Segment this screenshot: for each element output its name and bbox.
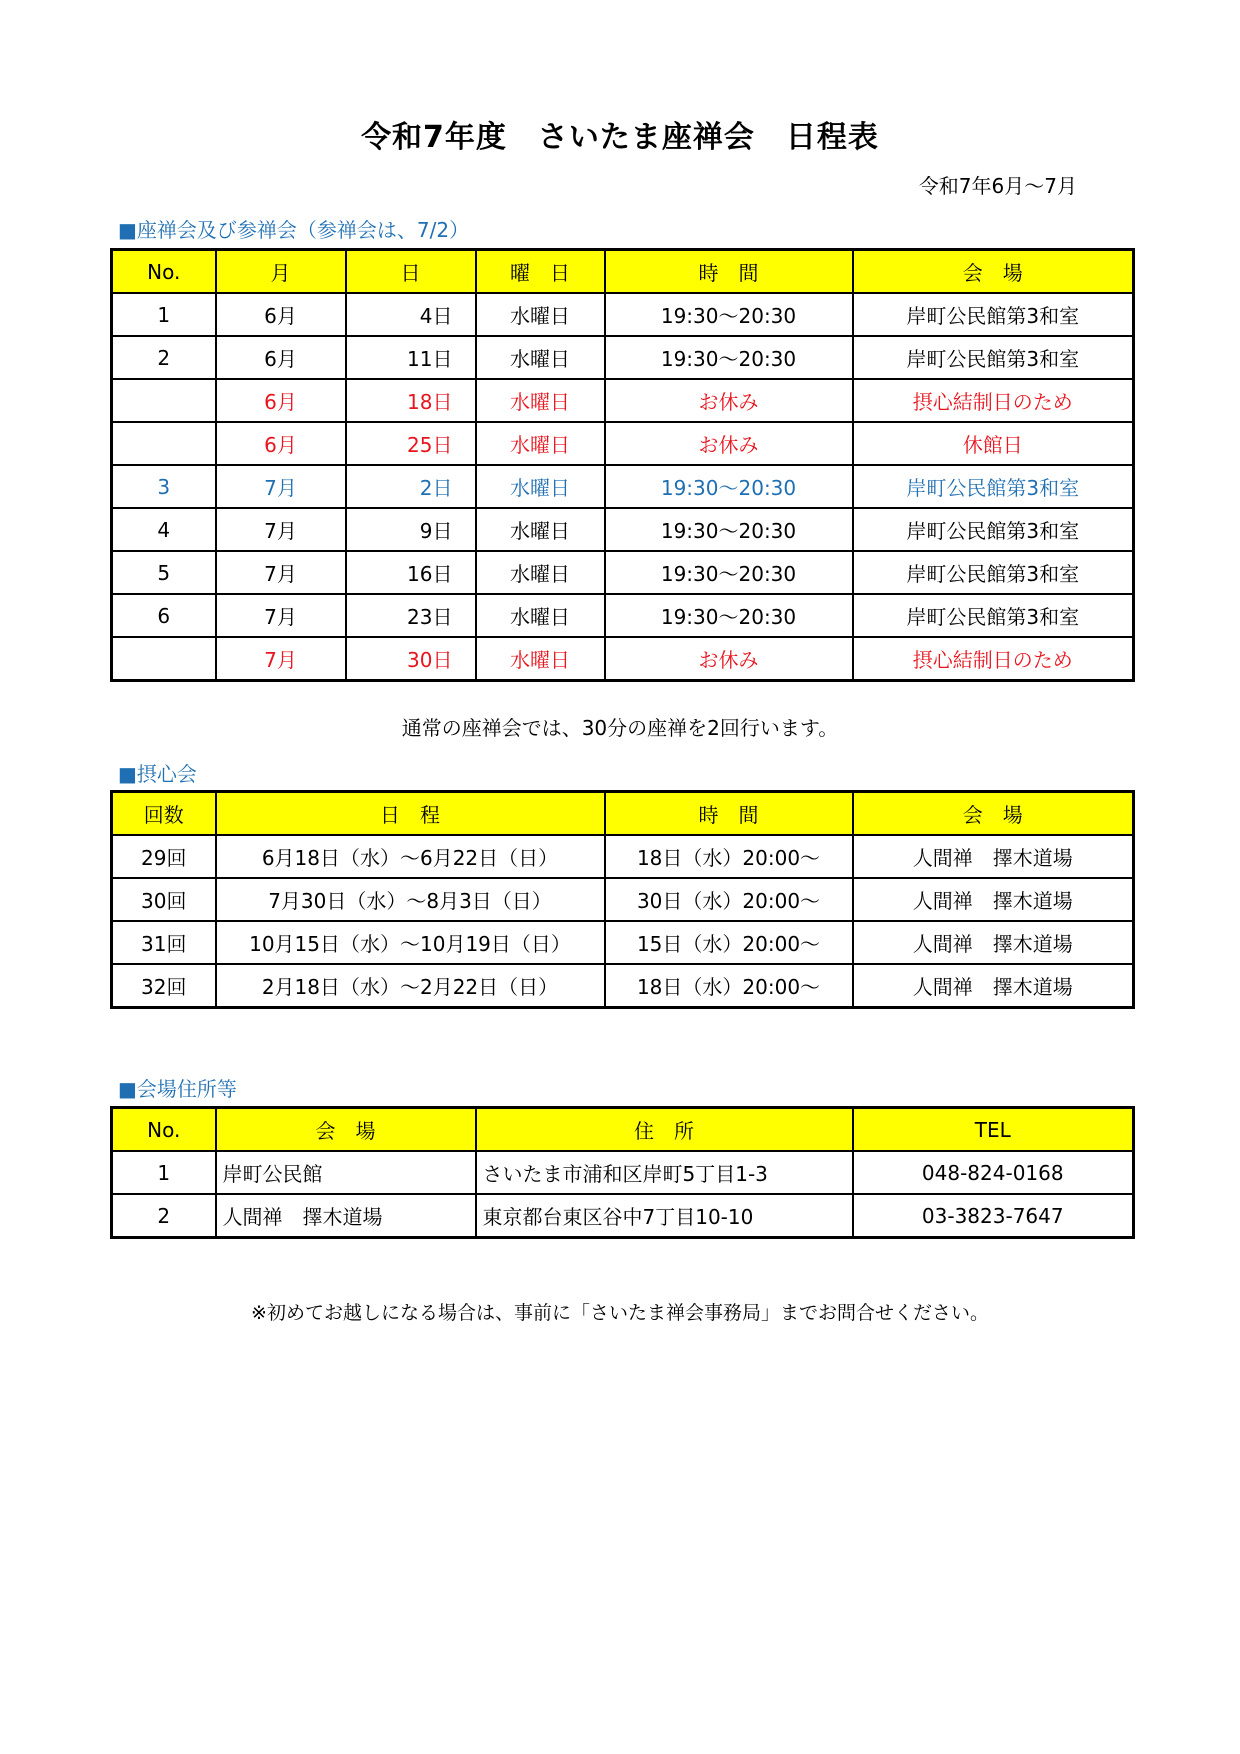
table-row <box>112 835 1134 878</box>
row-month: 6月 <box>216 336 346 379</box>
header-month: 月 <box>216 250 346 294</box>
row-venue: 岸町公民館第3和室 <box>853 551 1134 594</box>
row-schedule: 2月18日（水）～2月22日（日） <box>216 964 605 1008</box>
row-schedule: 7月30日（水）～8月3日（日） <box>216 878 605 921</box>
row-day: 23日 <box>346 594 476 637</box>
row-venue: 岸町公民館第3和室 <box>853 465 1134 508</box>
row-venue: 岸町公民館第3和室 <box>853 508 1134 551</box>
row-venue: 人間禅 擇木道場 <box>853 878 1134 921</box>
table-row <box>112 1151 1134 1194</box>
row-time: 19:30～20:30 <box>605 465 853 508</box>
row-no: 6 <box>112 594 216 637</box>
header-time: 時 間 <box>605 792 853 836</box>
row-venue: 岸町公民館第3和室 <box>853 594 1134 637</box>
row-time: 18日（水）20:00～ <box>605 835 853 878</box>
zazen-note: 通常の座禅会では、30分の座禅を2回行います。 <box>401 716 839 740</box>
row-count: 32回 <box>112 964 216 1008</box>
table-header-row <box>112 1108 1134 1152</box>
row-no <box>112 379 216 422</box>
row-time: お休み <box>605 379 853 422</box>
table-header-row <box>112 792 1134 836</box>
table-row <box>112 964 1134 1008</box>
row-time: お休み <box>605 637 853 681</box>
row-no: 1 <box>112 1151 216 1194</box>
period-label: 令和7年6月～7月 <box>918 174 1077 198</box>
row-address: さいたま市浦和区岸町5丁目1-3 <box>476 1151 853 1194</box>
header-day: 日 <box>346 250 476 294</box>
row-no: 3 <box>112 465 216 508</box>
row-weekday: 水曜日 <box>476 379 605 422</box>
venue-address-table <box>110 1106 1135 1239</box>
row-count: 29回 <box>112 835 216 878</box>
row-weekday: 水曜日 <box>476 336 605 379</box>
row-no: 4 <box>112 508 216 551</box>
table-row <box>112 422 1134 465</box>
row-venue: 人間禅 擇木道場 <box>853 835 1134 878</box>
row-time: 19:30～20:30 <box>605 551 853 594</box>
row-time: 18日（水）20:00～ <box>605 964 853 1008</box>
section-heading-zazen: ■座禅会及び参禅会（参禅会は、7/2） <box>118 218 470 242</box>
row-tel: 03-3823-7647 <box>853 1194 1134 1238</box>
row-time: 19:30～20:30 <box>605 336 853 379</box>
row-month: 7月 <box>216 551 346 594</box>
row-day: 30日 <box>346 637 476 681</box>
row-weekday: 水曜日 <box>476 594 605 637</box>
row-weekday: 水曜日 <box>476 551 605 594</box>
table-row <box>112 637 1134 681</box>
row-venue: 人間禅 擇木道場 <box>853 964 1134 1008</box>
table-row <box>112 465 1134 508</box>
row-time: 19:30～20:30 <box>605 594 853 637</box>
row-venue: 岸町公民館第3和室 <box>853 293 1134 336</box>
row-day: 9日 <box>346 508 476 551</box>
row-time: 30日（水）20:00～ <box>605 878 853 921</box>
row-day: 25日 <box>346 422 476 465</box>
table-row <box>112 379 1134 422</box>
table-row <box>112 293 1134 336</box>
row-time: お休み <box>605 422 853 465</box>
row-day: 11日 <box>346 336 476 379</box>
contact-footer-note: ※初めてお越しになる場合は、事前に「さいたま禅会事務局」までお問合せください。 <box>251 1302 989 1324</box>
section-heading-venues: ■会場住所等 <box>118 1077 237 1101</box>
page-title: 令和7年度 さいたま座禅会 日程表 <box>361 120 879 155</box>
row-month: 7月 <box>216 465 346 508</box>
row-venue: 人間禅 擇木道場 <box>216 1194 476 1238</box>
row-venue: 休館日 <box>853 422 1134 465</box>
header-time: 時 間 <box>605 250 853 294</box>
sesshin-table <box>110 790 1135 1009</box>
header-schedule: 日 程 <box>216 792 605 836</box>
row-no: 2 <box>112 1194 216 1238</box>
row-weekday: 水曜日 <box>476 422 605 465</box>
row-month: 7月 <box>216 637 346 681</box>
zazen-schedule-table <box>110 248 1135 682</box>
row-month: 7月 <box>216 594 346 637</box>
header-no: No. <box>112 1108 216 1152</box>
table-header-row <box>112 250 1134 294</box>
row-address: 東京都台東区谷中7丁目10-10 <box>476 1194 853 1238</box>
row-month: 6月 <box>216 379 346 422</box>
table-row <box>112 878 1134 921</box>
row-no: 5 <box>112 551 216 594</box>
row-no <box>112 422 216 465</box>
row-tel: 048-824-0168 <box>853 1151 1134 1194</box>
row-venue: 岸町公民館第3和室 <box>853 336 1134 379</box>
row-count: 31回 <box>112 921 216 964</box>
row-month: 6月 <box>216 293 346 336</box>
row-venue: 摂心結制日のため <box>853 379 1134 422</box>
row-month: 7月 <box>216 508 346 551</box>
row-no <box>112 637 216 681</box>
row-weekday: 水曜日 <box>476 465 605 508</box>
row-day: 18日 <box>346 379 476 422</box>
header-venue: 会 場 <box>853 250 1134 294</box>
table-row <box>112 921 1134 964</box>
row-count: 30回 <box>112 878 216 921</box>
section-heading-sesshin: ■摂心会 <box>118 762 197 786</box>
row-no: 1 <box>112 293 216 336</box>
row-venue: 岸町公民館 <box>216 1151 476 1194</box>
row-time: 15日（水）20:00～ <box>605 921 853 964</box>
row-no: 2 <box>112 336 216 379</box>
header-no: No. <box>112 250 216 294</box>
row-day: 2日 <box>346 465 476 508</box>
row-time: 19:30～20:30 <box>605 293 853 336</box>
header-venue: 会 場 <box>853 792 1134 836</box>
row-weekday: 水曜日 <box>476 293 605 336</box>
row-weekday: 水曜日 <box>476 508 605 551</box>
header-tel: TEL <box>853 1108 1134 1152</box>
row-weekday: 水曜日 <box>476 637 605 681</box>
header-count: 回数 <box>112 792 216 836</box>
table-row <box>112 1194 1134 1238</box>
row-day: 4日 <box>346 293 476 336</box>
row-venue: 摂心結制日のため <box>853 637 1134 681</box>
row-month: 6月 <box>216 422 346 465</box>
row-day: 16日 <box>346 551 476 594</box>
header-address: 住 所 <box>476 1108 853 1152</box>
row-schedule: 6月18日（水）～6月22日（日） <box>216 835 605 878</box>
table-row <box>112 551 1134 594</box>
table-row <box>112 594 1134 637</box>
header-venue: 会 場 <box>216 1108 476 1152</box>
row-schedule: 10月15日（水）～10月19日（日） <box>216 921 605 964</box>
row-venue: 人間禅 擇木道場 <box>853 921 1134 964</box>
row-time: 19:30～20:30 <box>605 508 853 551</box>
header-weekday: 曜 日 <box>476 250 605 294</box>
table-row <box>112 336 1134 379</box>
table-row <box>112 508 1134 551</box>
